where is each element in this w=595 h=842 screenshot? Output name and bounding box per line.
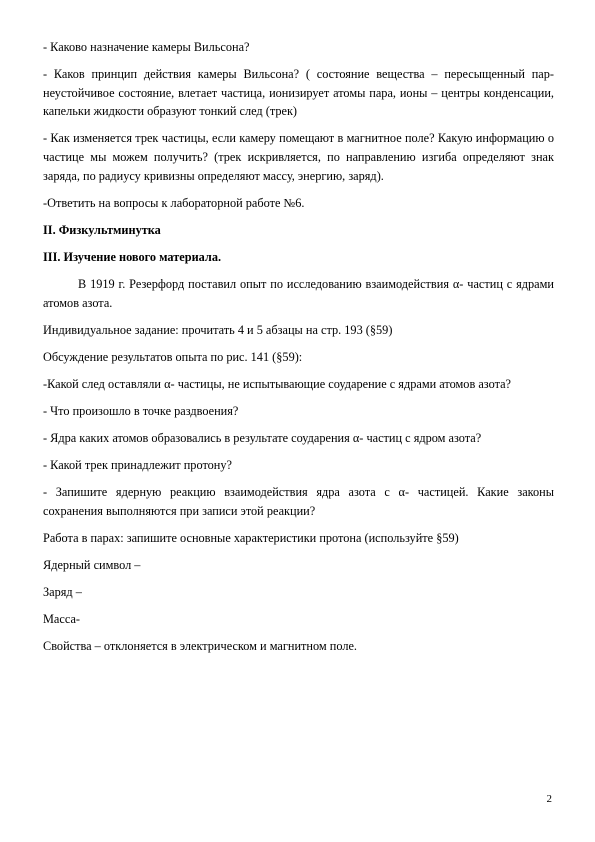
question-nuclei-formed: - Ядра каких атомов образовались в результате соударения α- частиц с ядром азота? [43,431,482,445]
rutherford-paragraph: В 1919 г. Резерфорд поставил опыт по исследованию взаимодействия α- частиц с ядрами атомов азота. [43,276,554,310]
section-heading-exercise: II. Физкультминутка [43,222,161,237]
question-purpose: - Каково назначение камеры Вильсона? [43,40,250,54]
question-fork-point: - Что произошло в точке раздвоения? [43,403,239,418]
section-heading-new-material: III. Изучение нового материала. [43,249,222,264]
pair-work-task: Работа в парах: запишите основные характеристики протона (используйте §59) [43,530,459,545]
page-number: 2 [546,793,552,805]
proton-mass-line: Масса- [43,612,81,627]
question-proton-track: - Какой трек принадлежит протону? [43,458,232,473]
discussion-intro: Обсуждение результатов опыта по рис. 141 (§59): [43,349,303,364]
individual-task: Индивидуальное задание: прочитать 4 и 5 абзацы на стр. 193 (§59) [43,322,393,337]
question-alpha-trace: -Какой след оставляли α- частицы, не испытывающие соударение с ядрами атомов азота? [43,376,512,391]
proton-symbol-line: Ядерный символ – [43,557,141,572]
question-principle: - Каков принцип действия камеры Вильсона? ( состояние вещества – пересыщенный пар- неустойчивое состояние, влетает частица, ионизирует атомы пара, ионы – центры конденсации, капельки жидкости образуют тонкий след (трек) [43,67,554,119]
question-magnetic-field: - Как изменяется трек частицы, если камеру помещают в магнитное поле? Какую информацию о частице мы можем получить? (трек искривляется, по направлению изгиба определяют знак заряда, по радиусу кривизны определяют массу, энергию, заряд). [43,131,554,183]
proton-charge-line: Заряд – [43,585,82,600]
lab-questions: -Ответить на вопросы к лабораторной работе №6. [43,195,305,210]
question-nuclear-reaction: - Запишите ядерную реакцию взаимодействия ядра азота с α- частицей. Какие законы сохранения выполняются при записи этой реакции? [43,485,554,518]
document-body [43,38,554,664]
proton-properties-line: Свойства – отклоняется в электрическом и магнитном поле. [43,639,358,654]
